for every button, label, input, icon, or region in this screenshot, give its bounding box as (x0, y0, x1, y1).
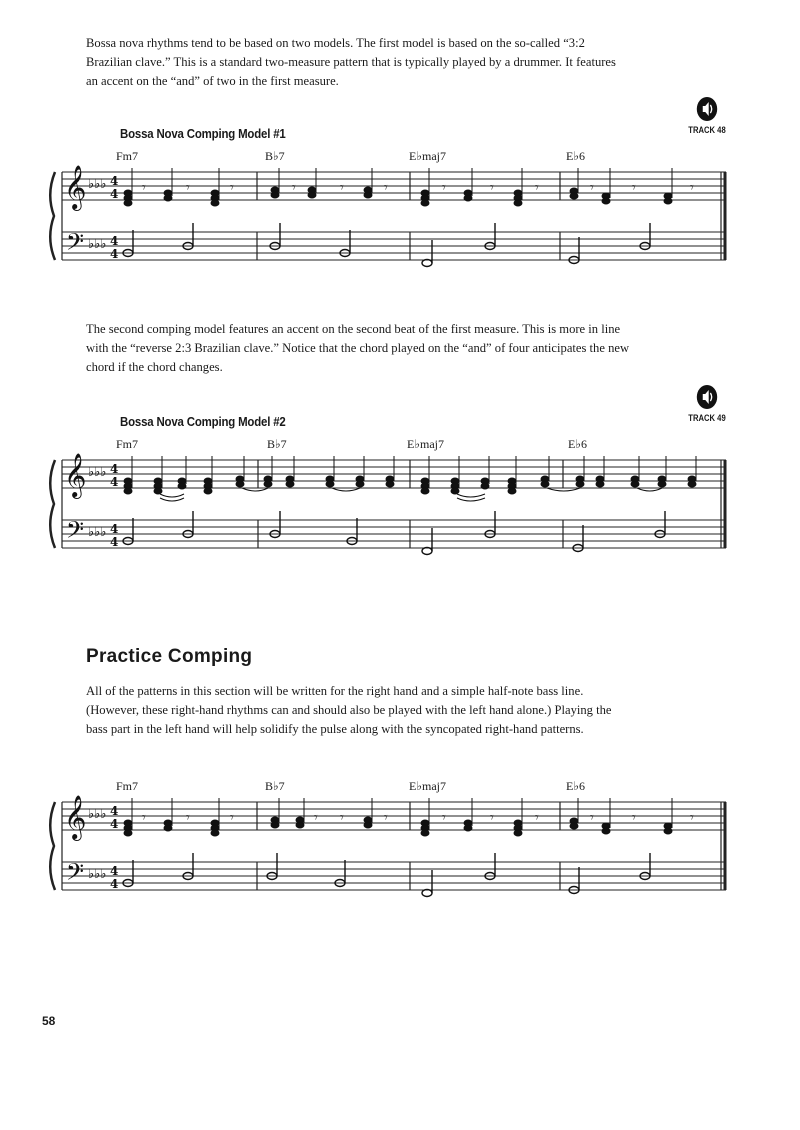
intro-line-2: Brazilian clave.” This is a standard two-measure pattern that is typically played by a drummer. It features (86, 55, 616, 69)
svg-text:𝄾: 𝄾 (590, 180, 594, 196)
svg-text:𝄾: 𝄾 (632, 810, 636, 826)
ex1-chord-1: Fm7 (116, 149, 139, 163)
svg-text:𝄾: 𝄾 (590, 810, 594, 826)
svg-text:4: 4 (110, 804, 119, 818)
svg-text:4: 4 (110, 187, 119, 201)
example2-score (0, 448, 800, 558)
svg-text:𝄾: 𝄾 (384, 180, 388, 196)
svg-text:𝄞: 𝄞 (64, 795, 87, 839)
svg-text:4: 4 (110, 174, 119, 188)
svg-text:𝄞: 𝄞 (64, 453, 87, 497)
practice-line-3: bass part in the left hand will help solidify the pulse along with the syncopated right-hand patterns. (86, 722, 584, 736)
audio-disc-icon (696, 96, 718, 122)
intro-line-1: Bossa nova rhythms tend to be based on two models. The first model is based on the so-called “3:2 (86, 36, 585, 50)
ex2-chord-2: B♭7 (267, 437, 287, 451)
svg-text:𝄢: 𝄢 (66, 858, 85, 891)
svg-text:𝄾: 𝄾 (632, 180, 636, 196)
rests (142, 180, 694, 196)
section-heading: Practice Comping (86, 646, 253, 667)
svg-text:𝄾: 𝄾 (340, 180, 344, 196)
svg-text:𝄾: 𝄾 (142, 180, 146, 196)
ex2-chord-4: E♭6 (568, 437, 587, 451)
ex3-chord-3: E♭maj7 (409, 779, 446, 793)
svg-text:♭♭♭: ♭♭♭ (88, 525, 107, 540)
svg-text:𝄞: 𝄞 (64, 165, 87, 209)
svg-text:𝄾: 𝄾 (690, 810, 694, 826)
intro-paragraph (86, 34, 696, 91)
ex2-chord-1: Fm7 (116, 437, 139, 451)
svg-text:𝄾: 𝄾 (230, 180, 234, 196)
ex1-chord-4: E♭6 (566, 149, 585, 163)
svg-text:𝄾: 𝄾 (142, 810, 146, 826)
svg-text:𝄾: 𝄾 (186, 810, 190, 826)
svg-text:♭♭♭: ♭♭♭ (88, 807, 107, 822)
ex3-chord-4: E♭6 (566, 779, 585, 793)
practice-line-2: (However, these right-hand rhythms can and should also be played with the left hand alone.) Playing the (86, 703, 612, 717)
second-model-line-3: chord if the chord changes. (86, 360, 223, 374)
audio-disc-icon (696, 384, 718, 410)
svg-text:♭♭♭: ♭♭♭ (88, 177, 107, 192)
svg-text:4: 4 (110, 522, 119, 536)
svg-text:4: 4 (110, 462, 119, 476)
second-model-paragraph (86, 320, 696, 377)
example3-score (0, 790, 800, 900)
svg-text:𝄾: 𝄾 (186, 180, 190, 196)
svg-text:𝄢: 𝄢 (66, 516, 85, 549)
svg-text:𝄾: 𝄾 (314, 810, 318, 826)
svg-text:4: 4 (110, 234, 119, 248)
ex3-chord-1: Fm7 (116, 779, 139, 793)
svg-text:4: 4 (110, 475, 119, 489)
svg-text:4: 4 (110, 535, 119, 549)
svg-text:𝄾: 𝄾 (340, 810, 344, 826)
svg-text:4: 4 (110, 877, 119, 891)
svg-text:𝄢: 𝄢 (66, 228, 85, 261)
svg-text:𝄾: 𝄾 (442, 180, 446, 196)
example1-score (0, 160, 800, 270)
svg-text:𝄾: 𝄾 (442, 810, 446, 826)
intro-line-3: an accent on the “and” of two in the first measure. (86, 74, 339, 88)
svg-text:𝄾: 𝄾 (535, 180, 539, 196)
svg-text:𝄾: 𝄾 (230, 810, 234, 826)
svg-text:𝄾: 𝄾 (490, 810, 494, 826)
track-48-label: TRACK 48 (688, 125, 726, 135)
svg-text:♭♭♭: ♭♭♭ (88, 237, 107, 252)
ties (160, 488, 662, 501)
svg-text:4: 4 (110, 247, 119, 261)
clefs (64, 165, 118, 261)
ex3-chord-2: B♭7 (265, 779, 285, 793)
track-49-badge[interactable] (677, 384, 737, 423)
ex1-chord-2: B♭7 (265, 149, 285, 163)
second-model-line-1: The second comping model features an accent on the second beat of the first measure. This is more in line (86, 322, 621, 336)
svg-text:4: 4 (110, 817, 119, 831)
track-49-label: TRACK 49 (688, 413, 726, 423)
example1-title: Bossa Nova Comping Model #1 (120, 126, 286, 141)
example2-title: Bossa Nova Comping Model #2 (120, 414, 286, 429)
second-model-line-2: with the “reverse 2:3 Brazilian clave.” Notice that the chord played on the “and” of four anticipates the new (86, 341, 630, 355)
svg-text:𝄾: 𝄾 (690, 180, 694, 196)
svg-text:𝄾: 𝄾 (384, 810, 388, 826)
svg-text:𝄾: 𝄾 (490, 180, 494, 196)
ex2-chord-3: E♭maj7 (407, 437, 444, 451)
svg-text:♭♭♭: ♭♭♭ (88, 867, 107, 882)
page-number: 58 (42, 1014, 56, 1028)
grand-staff (50, 172, 726, 260)
practice-line-1: All of the patterns in this section will be written for the right hand and a simple half-note bass line. (86, 684, 584, 698)
svg-text:𝄾: 𝄾 (292, 180, 296, 196)
practice-paragraph (86, 682, 696, 739)
svg-text:♭♭♭: ♭♭♭ (88, 465, 107, 480)
ex1-chord-3: E♭maj7 (409, 149, 446, 163)
svg-text:4: 4 (110, 864, 119, 878)
svg-text:𝄾: 𝄾 (535, 810, 539, 826)
track-48-badge[interactable] (677, 96, 737, 135)
